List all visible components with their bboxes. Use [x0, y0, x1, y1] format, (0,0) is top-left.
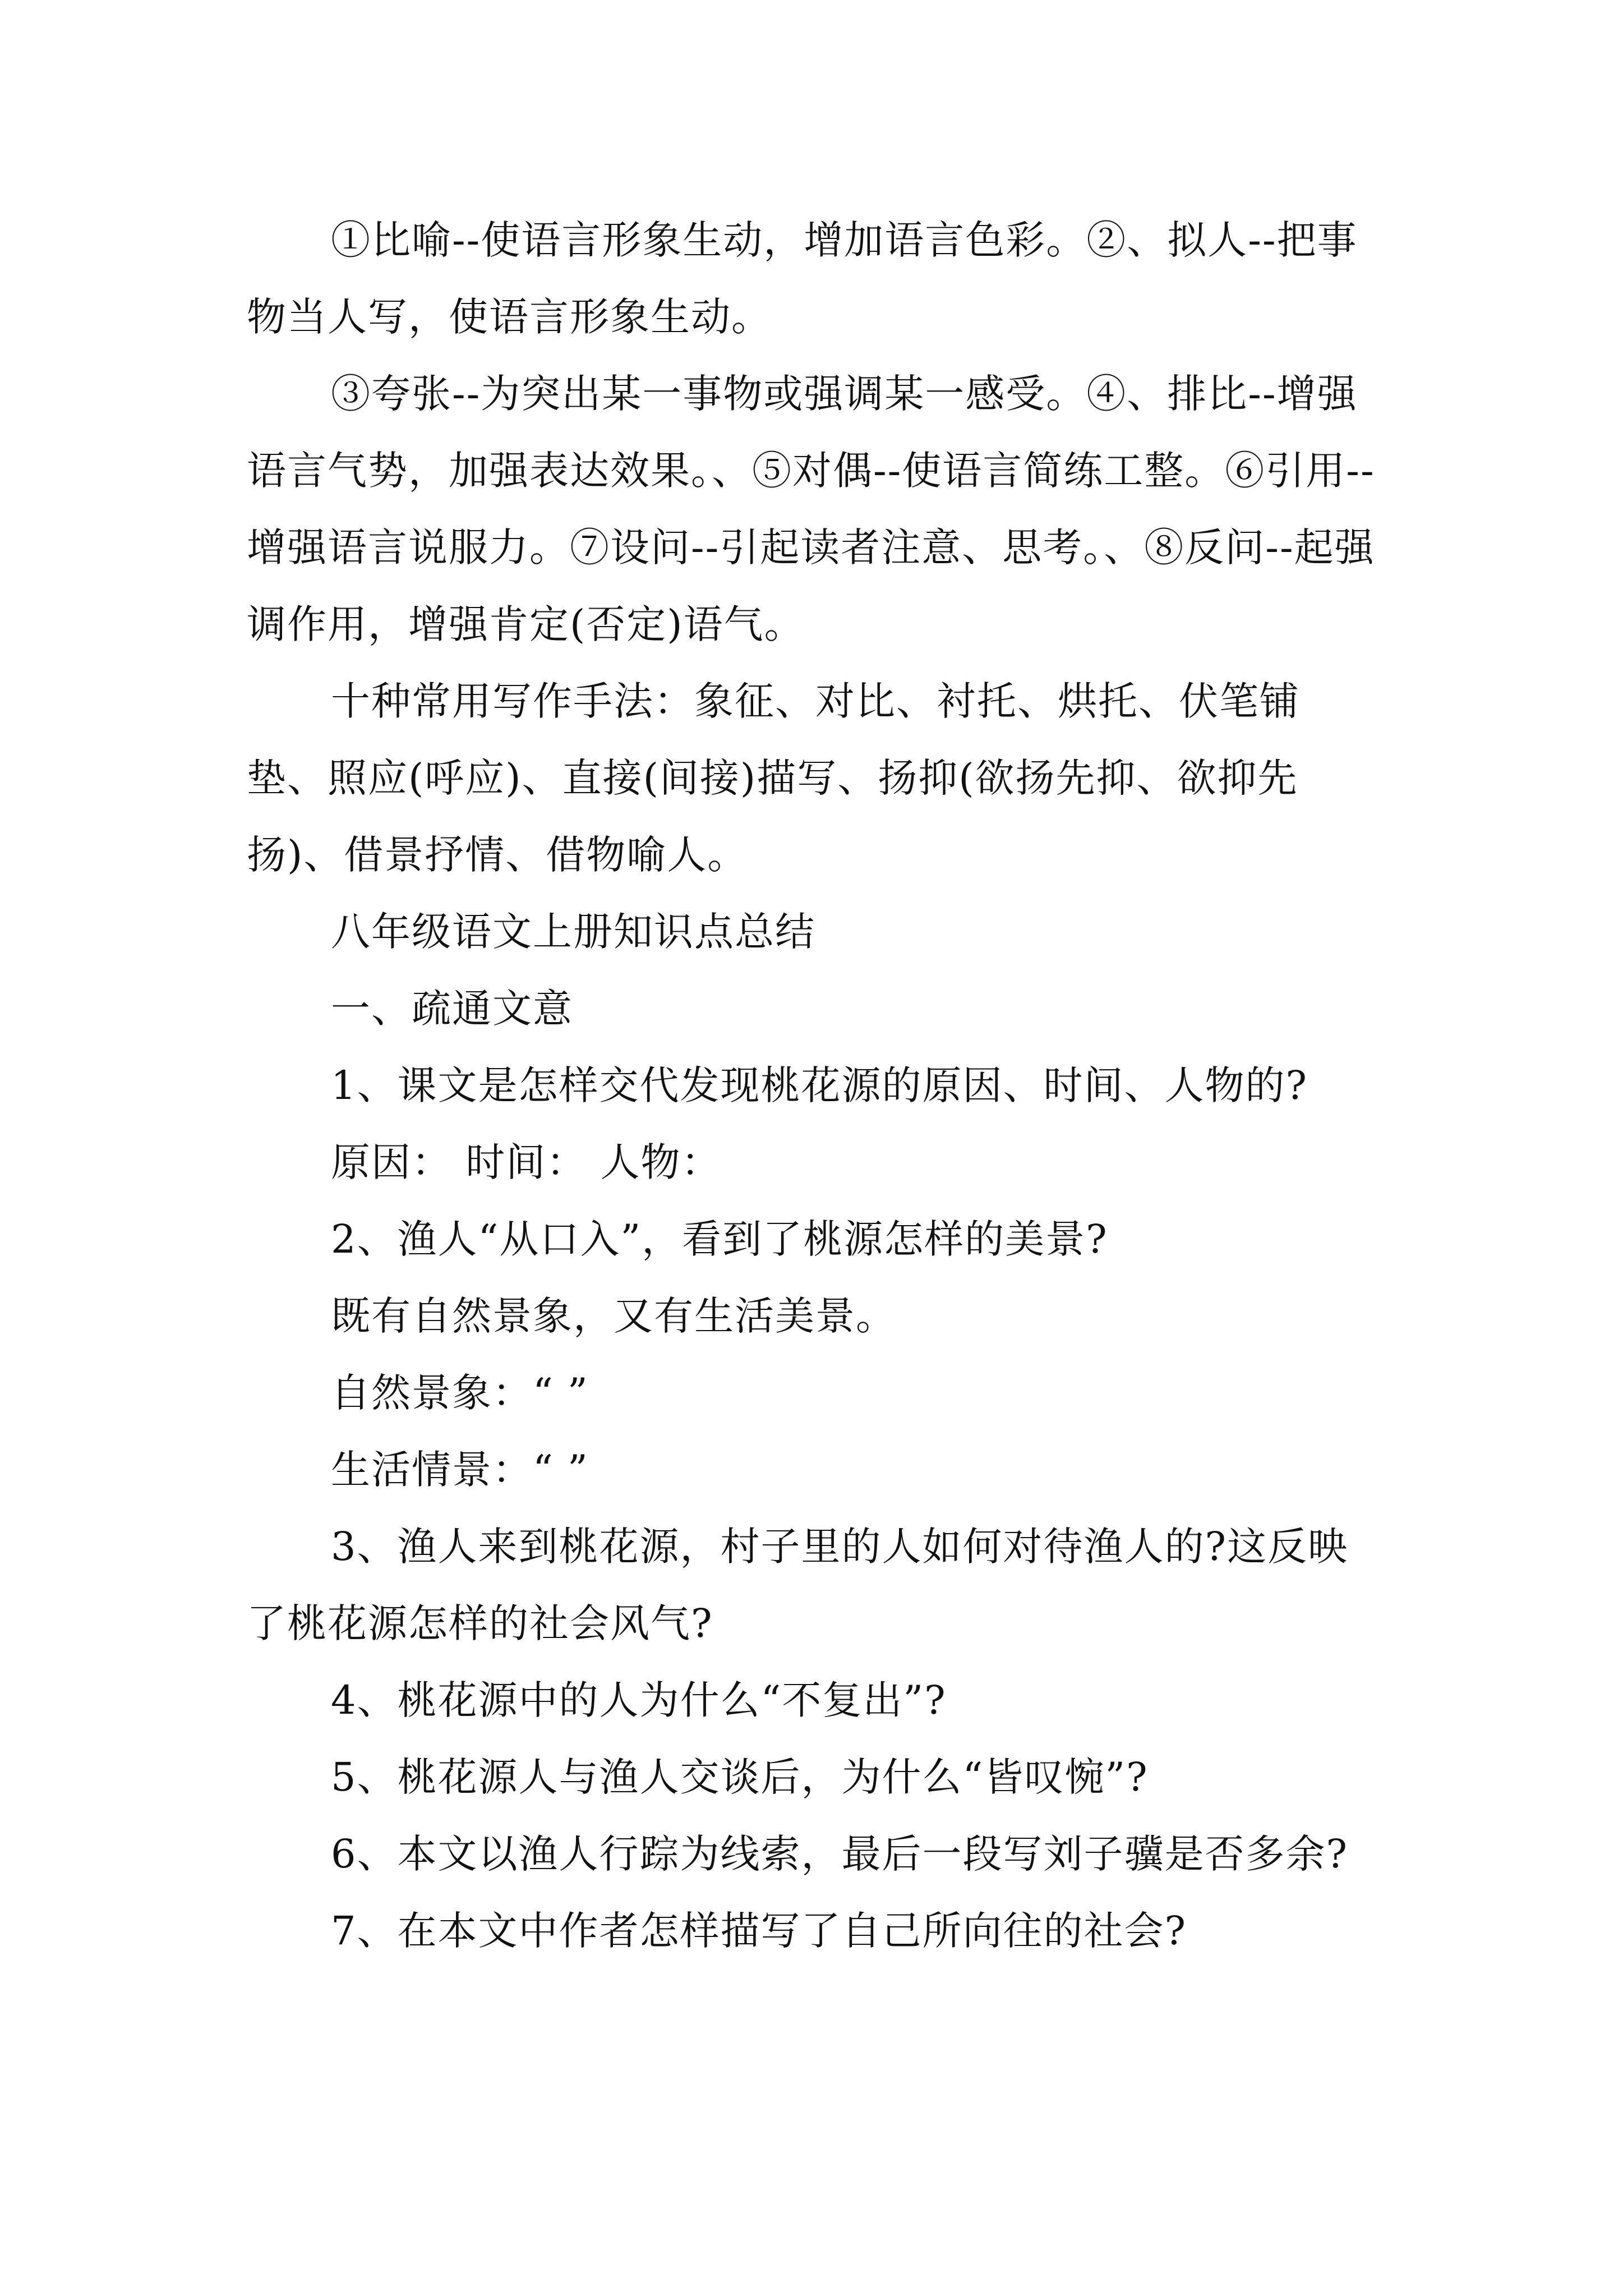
question-3: 3、渔人来到桃花源，村子里的人如何对待渔人的?这反映了桃花源怎样的社会风气? — [247, 1524, 1349, 1646]
subsection-heading: 一、疏通文意 — [331, 986, 573, 1032]
question-4: 4、桃花源中的人为什么“不复出”? — [331, 1677, 947, 1723]
question-6: 6、本文以渔人行踪为线索，最后一段写刘子骥是否多余? — [331, 1831, 1349, 1877]
question-5: 5、桃花源人与渔人交谈后，为什么“皆叹惋”? — [331, 1754, 1149, 1800]
document-body — [247, 202, 1380, 1970]
answer-line-natural: 自然景象：“ ” — [331, 1370, 589, 1416]
question-1: 1、课文是怎样交代发现桃花源的原因、时间、人物的? — [331, 1062, 1308, 1108]
paragraph-rhetoric-2: ③夸张--为突出某一事物或强调某一感受。④、排比--增强语言气势，加强表达效果。、⑤对偶--使语言简练工整。⑥引用--增强语言说服力。⑦设问--引起读者注意、思考。、⑧反问--起强调作用，增强肯定(否定)语气。 — [247, 371, 1375, 647]
question-7: 7、在本文中作者怎样描写了自己所向往的社会? — [331, 1908, 1187, 1954]
paragraph-rhetoric-1: ①比喻--使语言形象生动，增加语言色彩。②、拟人--把事物当人写，使语言形象生动。 — [247, 217, 1358, 340]
question-2: 2、渔人“从口入”，看到了桃源怎样的美景? — [331, 1216, 1108, 1262]
paragraph-writing-techniques: 十种常用写作手法：象征、对比、衬托、烘托、伏笔铺垫、照应(呼应)、直接(间接)描写、扬抑(欲扬先抑、欲抑先扬)、借景抒情、借物喻人。 — [247, 678, 1300, 878]
section-heading: 八年级语文上册知识点总结 — [331, 909, 815, 955]
answer-line-2: 既有自然景象，又有生活美景。 — [331, 1293, 896, 1339]
answer-line-1: 原因： 时间： 人物： — [331, 1139, 722, 1185]
answer-line-life: 生活情景：“ ” — [331, 1447, 589, 1493]
